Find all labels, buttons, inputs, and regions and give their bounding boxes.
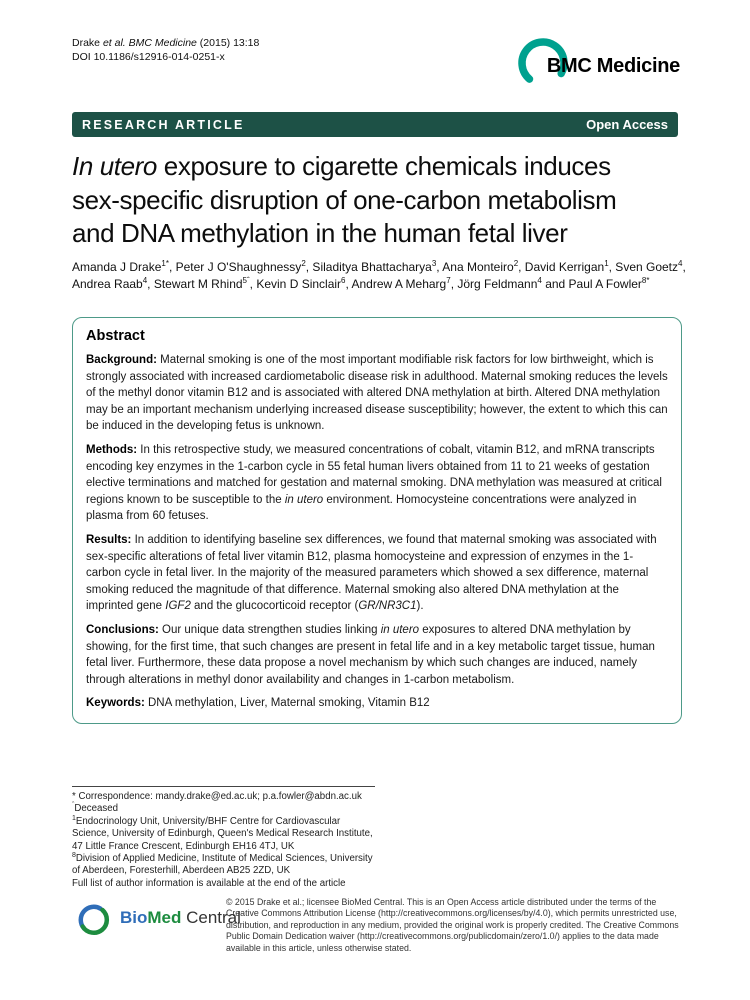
author-line-2 [72, 276, 712, 293]
author-name: , Andrew A Meharg [345, 277, 447, 291]
abstract-keywords: Keywords: DNA methylation, Liver, Maternal smoking, Vitamin B12 [86, 697, 430, 710]
author-name: Amanda J Drake [72, 260, 162, 274]
author-affiliation-mark: 2 [301, 259, 306, 268]
author-affiliation-mark: 1* [161, 259, 169, 268]
author-name: Andrea Raab [72, 277, 143, 291]
author-name: , Kevin D Sinclair [249, 277, 342, 291]
citation-line: Drake et al. BMC Medicine (2015) 13:18 [72, 37, 260, 49]
author-line-1: Amanda J Drake$^{1*}$, Peter J O'Shaughnessy$^2$, Siladitya Bhattacharya$^3$, Ana Monteiro$^2$, David Kerrigan$^1$, Sven Goetz$^4$, [72, 259, 686, 274]
biomed-central-logo [72, 897, 241, 954]
affiliation-1: $^1$Endocrinology Unit, University/BHF Centre for Cardiovascular Science, University of Edinburgh, Queen's Medical Research Institute, 47 Little France Crescent, Edinburgh EH16 4TJ, UK [72, 814, 373, 852]
full-list-note: Full list of author information is available at the end of the article [72, 877, 346, 889]
abstract-box [72, 317, 682, 724]
open-access-label: Open Access [586, 117, 668, 132]
biomed-central-wordmark: BioMed Central [120, 908, 241, 927]
section-lead: Results: [86, 533, 132, 546]
deceased-line: $^ˆ$Deceased [72, 802, 118, 815]
author-affiliation-mark: 2 [513, 259, 519, 268]
author-name: , Jörg Feldmann [450, 277, 538, 291]
author-name: , Peter J O'Shaughnessy [168, 260, 302, 274]
author-name: , Siladitya Bhattacharya [305, 260, 432, 274]
article-type-label: RESEARCH ARTICLE [82, 117, 245, 132]
title-line-1: In utero exposure to cigarette chemicals induces [72, 151, 611, 181]
author-affiliation-mark: 8* [641, 276, 650, 285]
author-name: , Sven Goetz [608, 260, 679, 274]
author-affiliation-mark: 1 [604, 259, 609, 268]
author-affiliation-mark: 4 [678, 259, 683, 268]
doi-line: DOI 10.1186/s12916-014-0251-x [72, 51, 225, 63]
section-lead: Keywords: [86, 697, 145, 710]
abstract-heading: Abstract [86, 328, 145, 344]
author-affiliation-mark: 6 [341, 276, 346, 285]
biomed-central-circle-icon [72, 900, 116, 940]
abstract-conclusions: Conclusions: Our unique data strengthen studies linking in utero exposures to altered DNA methylation by showing, for the first time, that such changes are present in fetal life and in a key metabolic target tissue, human fetal liver. Furthermore, these data propose a novel mechanism by which such changes are induced, namely through alterations in methyl donor availability and changes in 1-carbon metabolism. [86, 623, 655, 686]
author-name: , Stewart M Rhind [147, 277, 243, 291]
affiliation-8: $^8$Division of Applied Medicine, Institute of Medical Sciences, University of Aberdeen, Foresterhill, Aberdeen AB25 2ZD, UK [72, 851, 373, 877]
copyright-notice: © 2015 Drake et al.; licensee BioMed Central. This is an Open Access article distributed under the terms of the Creative Commons Attribution License (http://creativecommons.org/licenses/by/4.0), which permits unrestricted use, distribution, and reproduction in any medium, provided the original work is properly credited. The Creative Commons Public Domain Dedication waiver (http://creativecommons.org/publicdomain/zero/1.0/) applies to the data made available in this article, unless otherwise stated. [226, 897, 679, 953]
abstract-background: Background: Maternal smoking is one of the most important modifiable risk factors for low birthweight, which is strongly associated with increased cardiometabolic disease risk in adulthood. Maternal smoking reduces the levels of the methyl donor vitamin B12 and is associated with altered DNA methylation at birth. Altered DNA methylation may be an important mechanism underlying increased disease susceptibility; however, the extent to which this can be induced in the developing fetus is unknown. [86, 354, 668, 433]
author-affiliation-mark: 7 [446, 276, 451, 285]
author-affiliation-mark: 4 [537, 276, 542, 285]
author-list [72, 259, 712, 293]
abstract-results: Results: In addition to identifying baseline sex differences, we found that maternal smoking was associated with sex-specific alterations of fetal liver vitamin B12, plasma homocysteine and expression of enzymes in the 1-carbon cycle in fetal liver. In the majority of the measured parameters which showed a sex difference, maternal smoking reduced the magnitude of that difference. Maternal smoking also altered DNA methylation at the imprinted gene IGF2 and the glucocorticoid receptor (GR/NR3C1). [86, 533, 657, 613]
citation-header [72, 36, 259, 64]
title-line-2: sex-specific disruption of one-carbon metabolism [72, 184, 617, 215]
section-lead: Conclusions: [86, 623, 159, 636]
author-affiliation-mark: 3 [431, 259, 437, 268]
section-lead: Methods: [86, 443, 138, 456]
article-title [72, 150, 712, 251]
footnotes-block [72, 786, 375, 890]
journal-logo-text: BMC Medicine [546, 54, 680, 77]
section-lead: Background: [86, 354, 157, 366]
author-name: , Ana Monteiro [436, 260, 514, 274]
author-name: , David Kerrigan [518, 260, 605, 274]
author-affiliation-mark: 5ˆ [242, 276, 250, 285]
author-name: and Paul A Fowler [541, 277, 642, 291]
author-affiliation-mark: 4 [142, 276, 148, 285]
abstract-methods: Methods: In this retrospective study, we measured concentrations of cobalt, vitamin B12, and mRNA transcripts encoding key enzymes in the 1-carbon cycle in 55 fetal human livers obtained from 11 to 21 weeks of gestation elective terminations and matched for gestation and maternal smoking. DNA methylation was measured at critical regions known to be susceptible to the in utero environment. Homocysteine concentrations were analyzed in plasma from 60 fetuses. [86, 443, 662, 523]
article-type-banner [72, 112, 678, 137]
title-line-3: and DNA methylation in the human fetal liver [72, 218, 568, 248]
journal-logo [516, 34, 680, 92]
correspondence-line: * Correspondence: mandy.drake@ed.ac.uk; p.a.fowler@abdn.ac.uk [72, 791, 362, 802]
publisher-footer [72, 897, 688, 954]
